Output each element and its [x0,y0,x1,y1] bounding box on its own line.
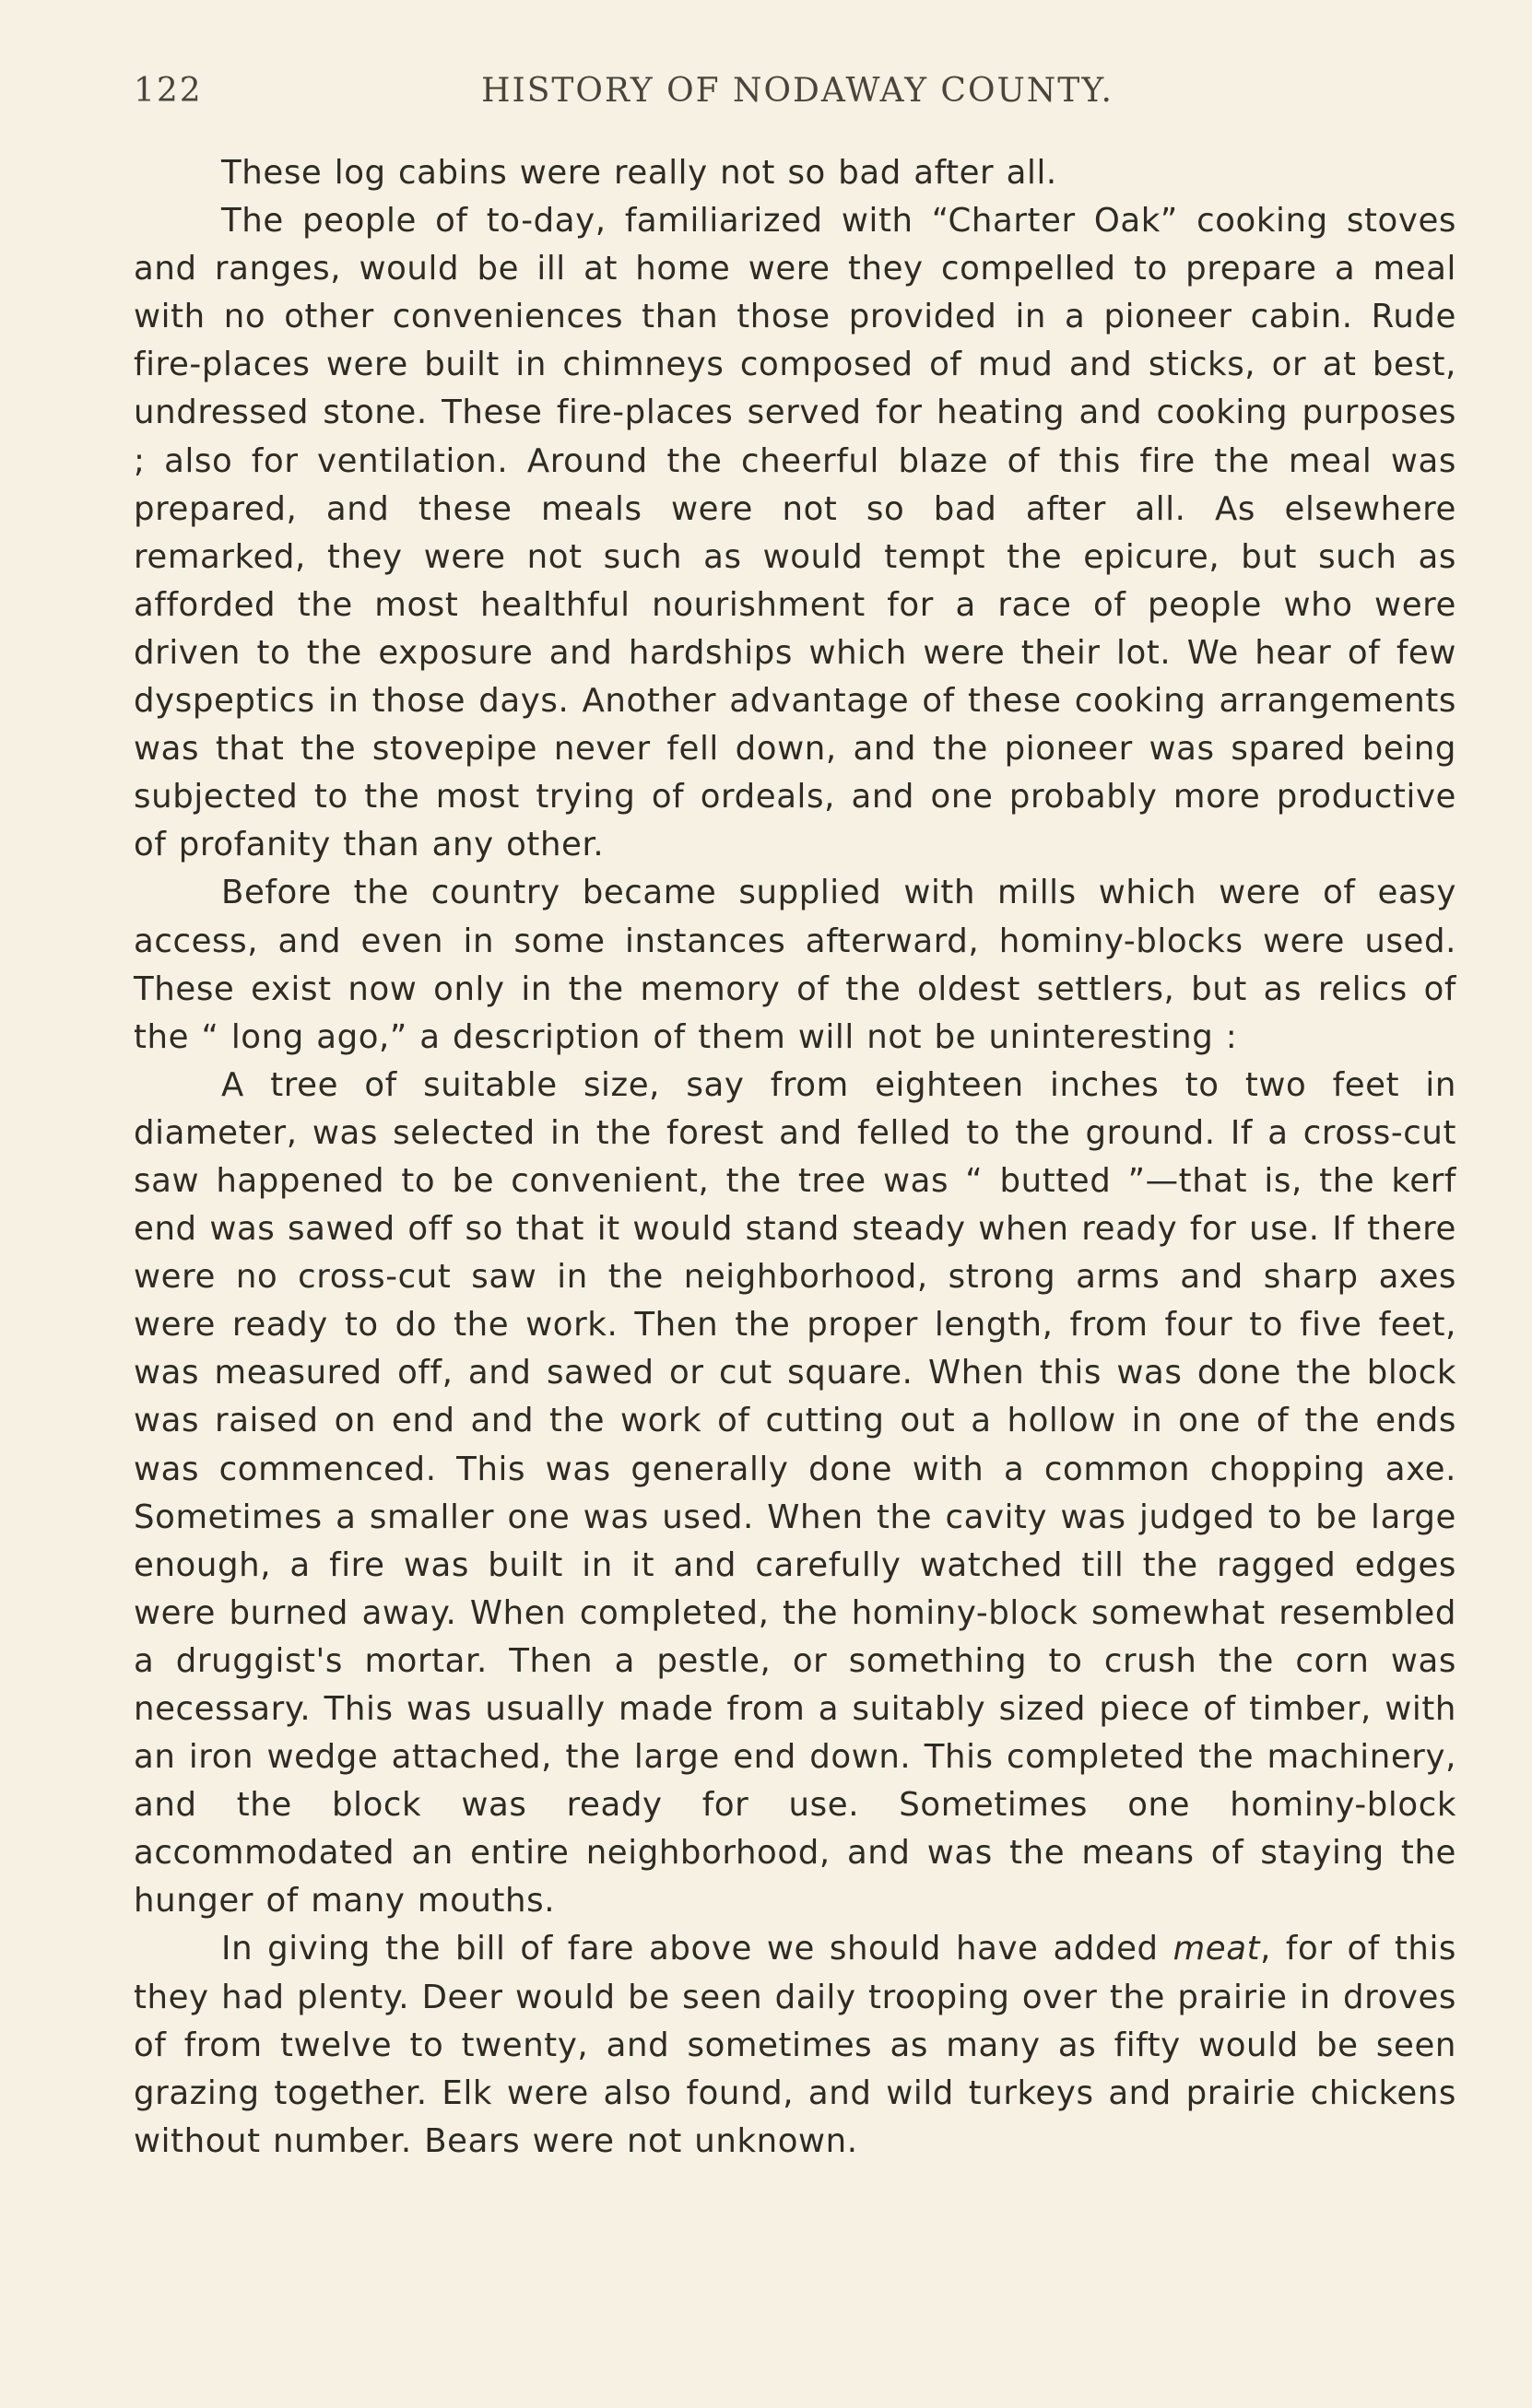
running-title: HISTORY OF NODAWAY COUNTY. [481,72,1114,110]
bill-of-fare-text-start: In giving the bill of fare above we should have added [221,1930,1173,1968]
paragraph-bill-of-fare [134,1925,1456,2165]
page-number: 122 [134,72,203,110]
running-head [134,72,1461,118]
paragraph-log-cabins: These log cabins were really not so bad after all. [221,154,1057,192]
paragraph-hominy-block: A tree of suitable size, say from eighteen inches to two feet in diameter, was selected in the forest and felled to the ground. If a cross-cut saw happened to be convenient, the tree was “ butted ”—that is, the kerf end was sawed off so that it would stand steady when ready for use. If there were no cross-cut saw in the neighborhood, strong arms and sharp axes were ready to do the work. Then the proper length, from four to five feet, was measured off, and sawed or cut square. When this was done the block was raised on end and the work of cutting out a hollow in one of the ends was commenced. This was generally done with a common chopping axe. Sometimes a smaller one was used. When the cavity was judged to be large enough, a fire was built in it and carefully watched till the ragged edges were burned away. When completed, the hominy-block somewhat resembled a druggist's mortar. Then a pestle, or something to crush the corn was necessary. This was usually made from a suitably sized piece of timber, with an iron wedge attached, the large end down. This completed the machinery, and the block was ready for use. Sometimes one hominy-block accommodated an entire neighborhood, and was the means of staying the hunger of many mouths. [134,1065,1456,1921]
italic-meat: meat [1173,1930,1261,1968]
paragraph-hominy-intro: Before the country became supplied with mills which were of easy access, and even in some instances afterward, hominy-blocks were used. These exist now only in the memory of the oldest settlers, but as relics of the “ long ago,” a description of them will not be uninteresting : [134,874,1456,1056]
body-text [134,149,1456,2166]
bill-of-fare-text-end: , for of this they had plenty. Deer would be seen daily trooping over the prairie in droves of from twelve to twenty, and sometimes as many as fifty would be seen grazing together. Elk were also found, and wild turkeys and prairie chickens without number. Bears were not unknown. [134,1930,1457,2160]
paragraph-cooking: The people of to-day, familiarized with “Charter Oak” cooking stoves and ranges, would be ill at home were they compelled to prepare a meal with no other conveniences than those provided in a pioneer cabin. Rude fire-places were built in chimneys composed of mud and sticks, or at best, undressed stone. These fire-places served for heating and cooking purposes ; also for ventilation. Around the cheerful blaze of this fire the meal was prepared, and these meals were not so bad after all. As elsewhere remarked, they were not such as would tempt the epicure, but such as afforded the most healthful nourishment for a race of people who were driven to the exposure and hardships which were their lot. We hear of few dyspeptics in those days. Another advantage of these cooking arrangements was that the stovepipe never fell down, and the pioneer was spared being subjected to the most trying of ordeals, and one probably more productive of profanity than any other. [134,202,1456,864]
